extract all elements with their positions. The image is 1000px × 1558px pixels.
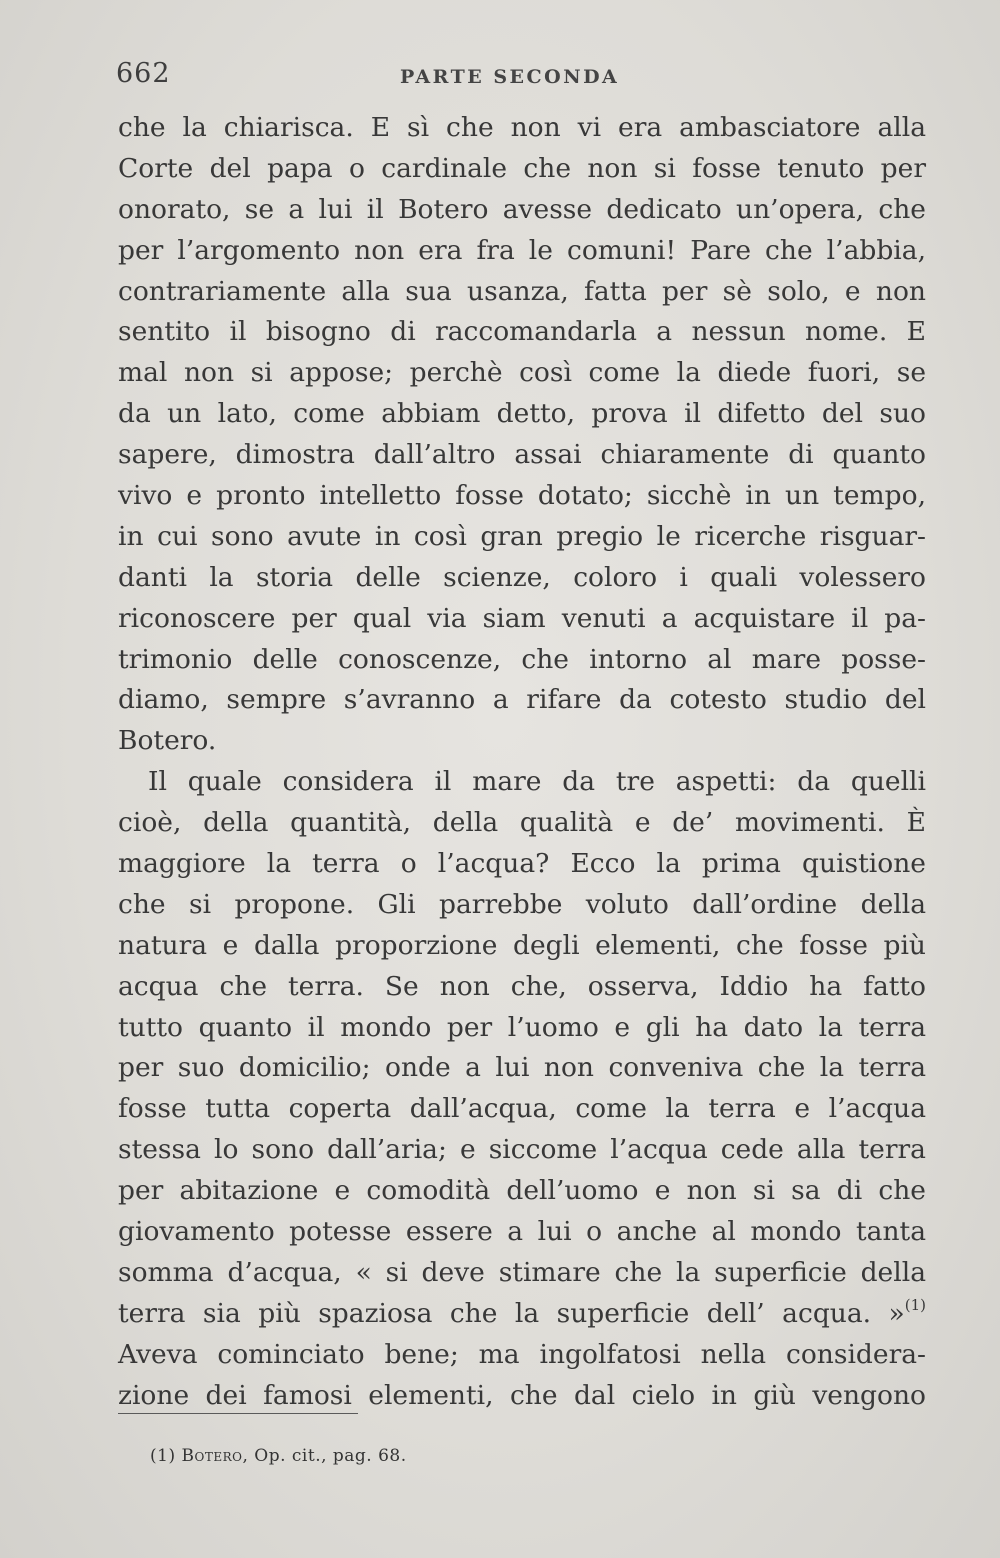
text-line: Il quale considera il mare da tre aspetti: da quelli — [148, 766, 926, 798]
text-line: sentito il bisogno di raccomandarla a nessun nome. E — [118, 316, 926, 348]
text-line: onorato, se a lui il Botero avesse dedicato un’opera, che — [118, 193, 926, 225]
text-line: che la chiarisca. E sì che non vi era ambasciatore alla — [118, 112, 926, 143]
text-line-content: terra sia più spaziosa che la superficie dell’ acqua. » — [118, 1297, 905, 1329]
text-line: Botero. — [118, 725, 217, 757]
text-line: riconoscere per qual via siam venuti a acquistare il pa- — [118, 602, 926, 634]
footnote-rule — [118, 1413, 358, 1414]
text-line: che si propone. Gli parrebbe voluto dall’ordine della — [118, 888, 926, 920]
text-line: zione dei famosi elementi, che dal cielo in giù vengono — [118, 1379, 926, 1411]
text-line: per suo domicilio; onde a lui non conveniva che la terra — [118, 1052, 926, 1084]
text-line: acqua che terra. Se non che, osserva, Iddio ha fatto — [118, 970, 926, 1002]
text-line: cioè, della quantità, della qualità e de’ movimenti. È — [118, 807, 926, 839]
page-number: 662 — [116, 58, 171, 89]
text-line: in cui sono avute in così gran pregio le ricerche risguar- — [118, 520, 926, 552]
text-line: giovamento potesse essere a lui o anche al mondo tanta — [118, 1216, 926, 1248]
text-line: contrariamente alla sua usanza, fatta per sè solo, e non — [118, 275, 926, 307]
text-line: trimonio delle conoscenze, che intorno al mare posse- — [118, 643, 926, 675]
text-line: tutto quanto il mondo per l’uomo e gli ha dato la terra — [118, 1011, 926, 1043]
footnote-reference: (1) — [904, 1295, 926, 1314]
text-line: Corte del papa o cardinale che non si fosse tenuto per — [118, 152, 926, 184]
text-line: mal non si appose; perchè così come la diede fuori, se — [118, 357, 926, 389]
text-line: Aveva cominciato bene; ma ingolfatosi nella considera- — [118, 1338, 926, 1370]
text-line: per abitazione e comodità dell’uomo e non si sa di che — [118, 1175, 926, 1207]
text-line: maggiore la terra o l’acqua? Ecco la prima quistione — [118, 848, 926, 880]
text-line: per l’argomento non era fra le comuni! Pare che l’abbia, — [118, 234, 926, 266]
text-line: diamo, sempre s’avranno a rifare da cotesto studio del — [118, 684, 926, 716]
running-head: PARTE SECONDA — [400, 66, 620, 88]
text-line: vivo e pronto intelletto fosse dotato; sicchè in un tempo, — [118, 480, 926, 512]
text-line: somma d’acqua, « si deve stimare che la superficie della — [118, 1256, 926, 1288]
body-text — [118, 108, 926, 1417]
text-line: fosse tutta coperta dall’acqua, come la terra e l’acqua — [118, 1093, 926, 1125]
footnote-citation: , Op. cit., pag. 68. — [242, 1446, 407, 1466]
footnote — [150, 1446, 407, 1466]
footnote-marker: (1) — [150, 1446, 176, 1466]
text-line-with-note — [118, 1294, 926, 1335]
text-line: natura e dalla proporzione degli elementi, che fosse più — [118, 929, 926, 961]
text-line: stessa lo sono dall’aria; e siccome l’acqua cede alla terra — [118, 1134, 926, 1166]
footnote-author: Botero — [181, 1446, 243, 1466]
text-line: sapere, dimostra dall’altro assai chiaramente di quanto — [118, 439, 926, 471]
text-line: da un lato, come abbiam detto, prova il difetto del suo — [118, 398, 926, 430]
text-line: danti la storia delle scienze, coloro i quali volessero — [118, 561, 926, 593]
